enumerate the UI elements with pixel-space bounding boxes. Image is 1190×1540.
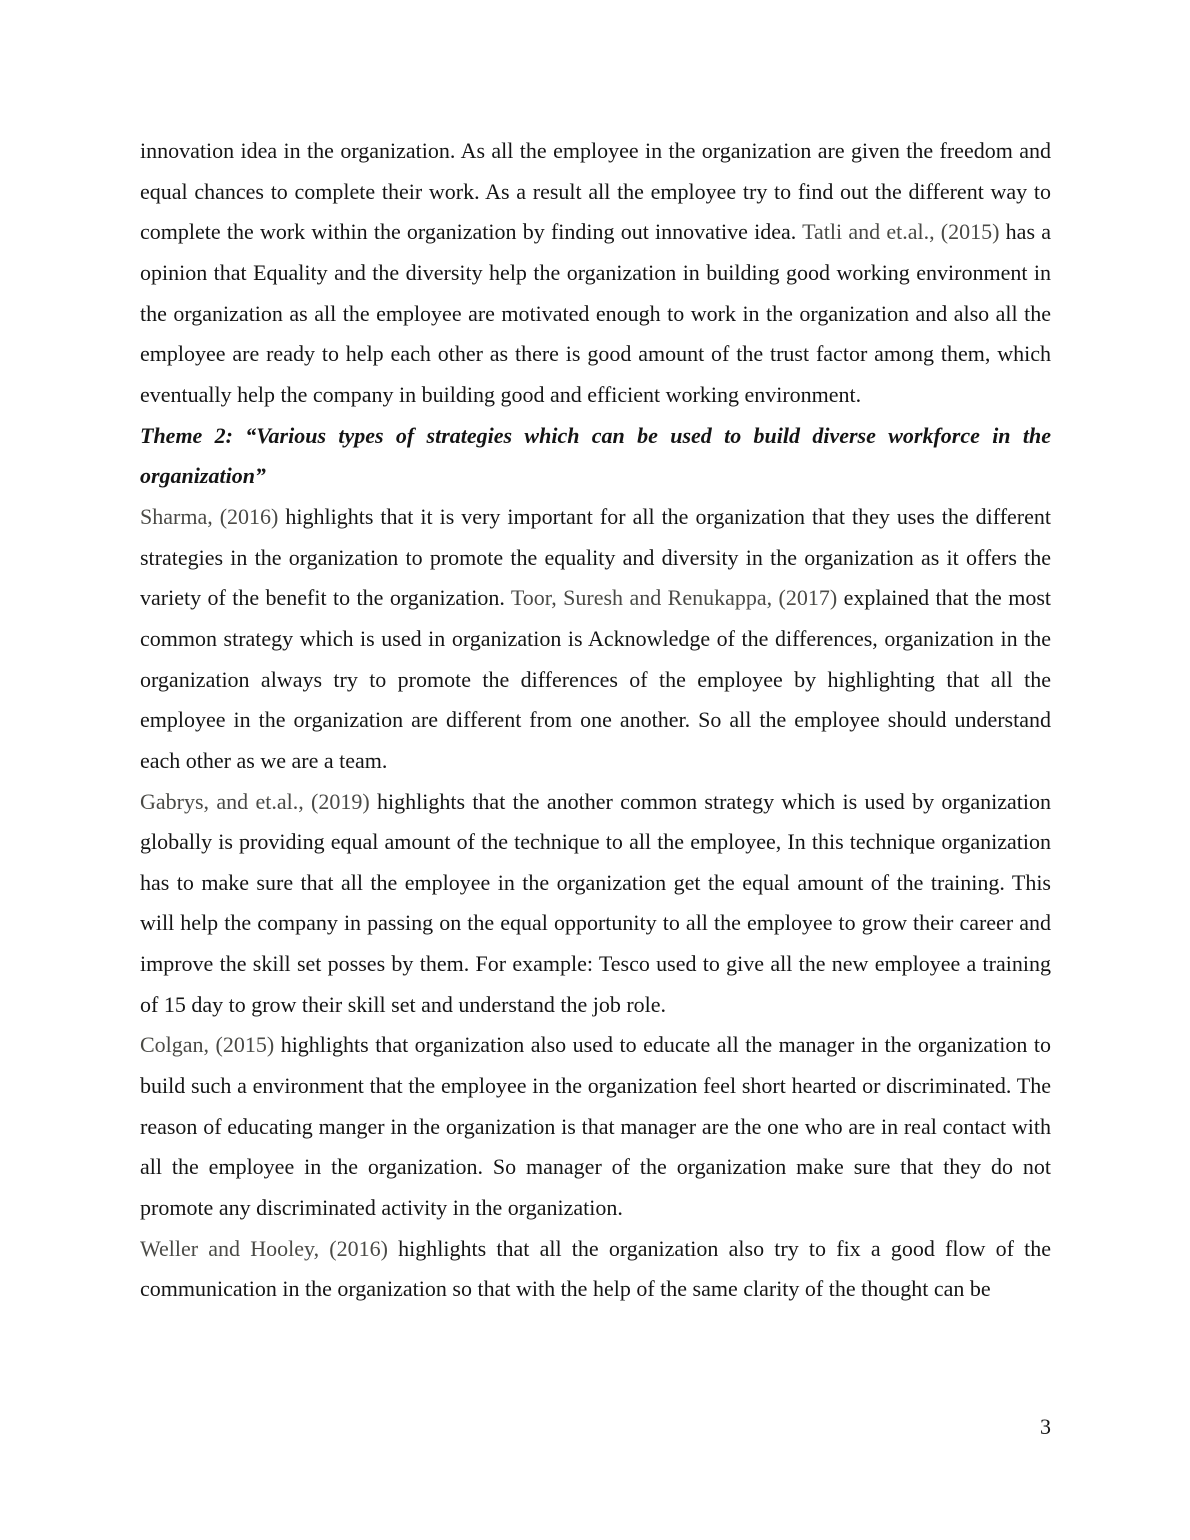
text-segment: explained that the most common strategy which is used in organization is Acknowledge of the differences, organization in the organization always try to promote the differences of the employee by highlighting that all the employee in the organization are different from one another. So all the employee should understand each other as we are a team. [140,585,1052,773]
citation-reference: Toor, Suresh and Renukappa, (2017) [510,585,838,611]
citation-reference: Colgan, (2015) [140,1032,275,1058]
page-number: 3 [1040,1414,1051,1439]
text-segment: highlights that organization also used to educate all the manager in the organization to build such a environment that the employee in the organization feel short hearted or discriminated. The reason of educating manger in the organization is that manager are the one who are in real contact with all the employee in the organization. So manager of the organization make sure that they do not promote any discriminated activity in the organization. [140,1032,1051,1221]
paragraph-innovation-continuation [140,131,1051,416]
text-segment: innovation idea in the organization. As all the employee in the organization are given the freedom and equal chances to complete their work. As a result all the employee try to find out the different way to complete the work within the organization by finding out innovative idea. [140,138,1051,245]
text-segment: highlights that it is very important for all the organization that they uses the different strategies in the organization to promote the equality and diversity in the organization as it offers the variety of the benefit to the organization. [140,503,1051,611]
text-segment: has a opinion that Equality and the diversity help the organization in building good working environment in the organization as all the employee are motivated enough to work in the organization and also all the employee are ready to help each other as there is good amount of the trust factor among them, which eventually help the company in building good and efficient working environment. [140,219,1051,407]
citation-reference: Tatli and et.al., (2015) [802,219,1000,245]
paragraph-communication-weller [140,1229,1051,1310]
paragraph-equal-technique-gabrys [140,782,1051,1026]
citation-reference: Gabrys, and et.al., (2019) [140,788,370,814]
document-text [140,131,1051,1310]
citation-reference: Weller and Hooley, (2016) [140,1235,388,1261]
citation-reference: Sharma, (2016) [140,503,279,529]
text-segment: highlights that the another common strategy which is used by organization globally is providing equal amount of the technique to all the employee, In this technique organization has to make sure that all the employee in the organization get the equal amount of the training. This will help the company in passing on the equal opportunity to all the employee to grow their career and improve the skill set posses by them. For example: Tesco used to give all the new employee a training of 15 day to grow their skill set and understand the job role. [140,788,1051,1017]
paragraph-educate-managers-colgan [140,1025,1051,1228]
theme-2-heading [140,416,1051,497]
text-segment: highlights that all the organization also try to fix a good flow of the communication in the organization so that with the help of the same clarity of the thought can be [140,1235,1051,1302]
paragraph-strategies-sharma-toor [140,497,1051,782]
text-segment: Theme 2: “Various types of strategies which can be used to build diverse workforce in the organization” [140,422,1051,489]
